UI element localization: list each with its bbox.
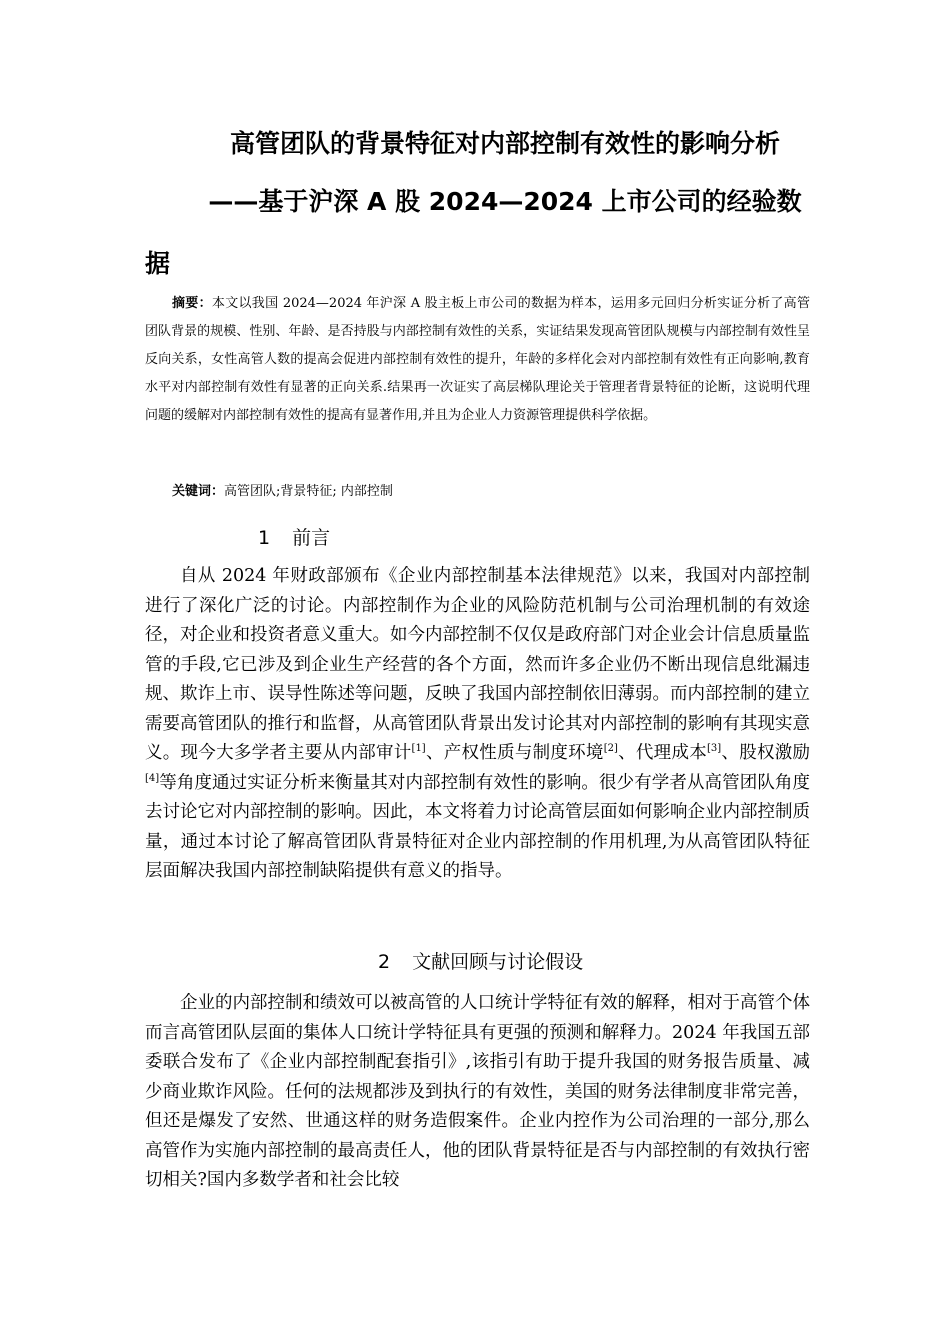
paragraph-text: 企业的内部控制和绩效可以被高管的人口统计学特征有效的解释，相对于高管个体而言高管团队层面的集体人口统计学特征具有更强的预测和解释力。2024 年我国五部委联合发布了《企业内部控制配套指引》,该指引有助于提升我国的财务报告质量、减少商业欺诈风险。任何的法规都涉及到执行的有效性，美国的财务法律制度非常完善，但还是爆发了安然、世通这样的财务造假案件。企业内控作为公司治理的一部分,那么高管作为实施内部控制的最高责任人，他的团队背景特征是否与内部控制的有效执行密切相关?国内多数学者和社会比较 <box>145 993 810 1190</box>
paragraph-text: 自从 2024 年财政部颁布《企业内部控制基本法律规范》以来，我国对内部控制进行了深化广泛的讨论。内部控制作为企业的风险防范机制与公司治理机制的有效途径，对企业和投资者意义重大。如今内部控制不仅仅是政府部门对企业会计信息质量监管的手段,它已涉及到企业生产经营的各个方面，然而许多企业仍不断出现信息纰漏违规、欺诈上市、误导性陈述等问题，反映了我国内部控制依旧薄弱。而内部控制的建立需要高管团队的推行和监督，从高管团队背景出发讨论其对内部控制的影响有其现实意义。现今大多学者主要从内部审计 <box>145 566 810 763</box>
section-title: 前言 <box>292 527 331 549</box>
paper-subtitle-continued: 据 <box>145 249 171 278</box>
citation-ref: [4] <box>145 772 160 784</box>
paper-subtitle: ——基于沪深 A 股 2024—2024 上市公司的经验数 <box>208 187 802 216</box>
paragraph-text: 等角度通过实证分析来衡量其对内部控制有效性的影响。很少有学者从高管团队角度去讨论它对内部控制的影响。因此，本文将着力讨论高管层面如何影响企业内部控制质量，通过本讨论了解高管团队背景特征对企业内部控制的作用机理,为从高管团队特征层面解决我国内部控制缺陷提供有意义的指导。 <box>145 772 810 881</box>
section-heading-introduction <box>258 523 330 550</box>
paragraph-text: 、产权性质与制度环境 <box>425 743 604 763</box>
keywords-text: 高管团队;背景特征; 内部控制 <box>224 484 393 499</box>
citation-ref: [2] <box>603 743 618 754</box>
paragraph-text: 、代理成本 <box>617 743 707 763</box>
section-number: 1 <box>258 527 271 549</box>
section-number: 2 <box>378 951 391 973</box>
section-title: 文献回顾与讨论假设 <box>412 951 584 973</box>
literature-review-paragraph <box>145 989 810 1196</box>
abstract-text: 本文以我国 2024—2024 年沪深 A 股主板上市公司的数据为样本，运用多元回归分析实证分析了高管团队背景的规模、性别、年龄、是否持股与内部控制有效性的关系，实证结果发现高管团队规模与内部控制有效性呈反向关系，女性高管人数的提高会促进内部控制有效性的提升，年龄的多样化会对内部控制有效性有正向影响,教育水平对内部控制有效性有显著的正向关系.结果再一次证实了高层梯队理论关于管理者背景特征的论断，这说明代理问题的缓解对内部控制有效性的提高有显著作用,并且为企业人力资源管理提供科学依据。 <box>145 296 810 423</box>
abstract-label: 摘要： <box>172 296 212 311</box>
section-heading-literature-review <box>378 947 583 974</box>
keywords <box>172 478 837 506</box>
abstract <box>145 290 810 430</box>
paragraph-text: 、股权激励 <box>721 743 811 763</box>
citation-ref: [3] <box>706 743 722 754</box>
paper-title: 高管团队的背景特征对内部控制有效性的影响分析 <box>229 129 780 158</box>
citation-ref: [1] <box>411 743 426 754</box>
keywords-label: 关键词： <box>172 484 225 499</box>
introduction-paragraph <box>145 562 810 887</box>
